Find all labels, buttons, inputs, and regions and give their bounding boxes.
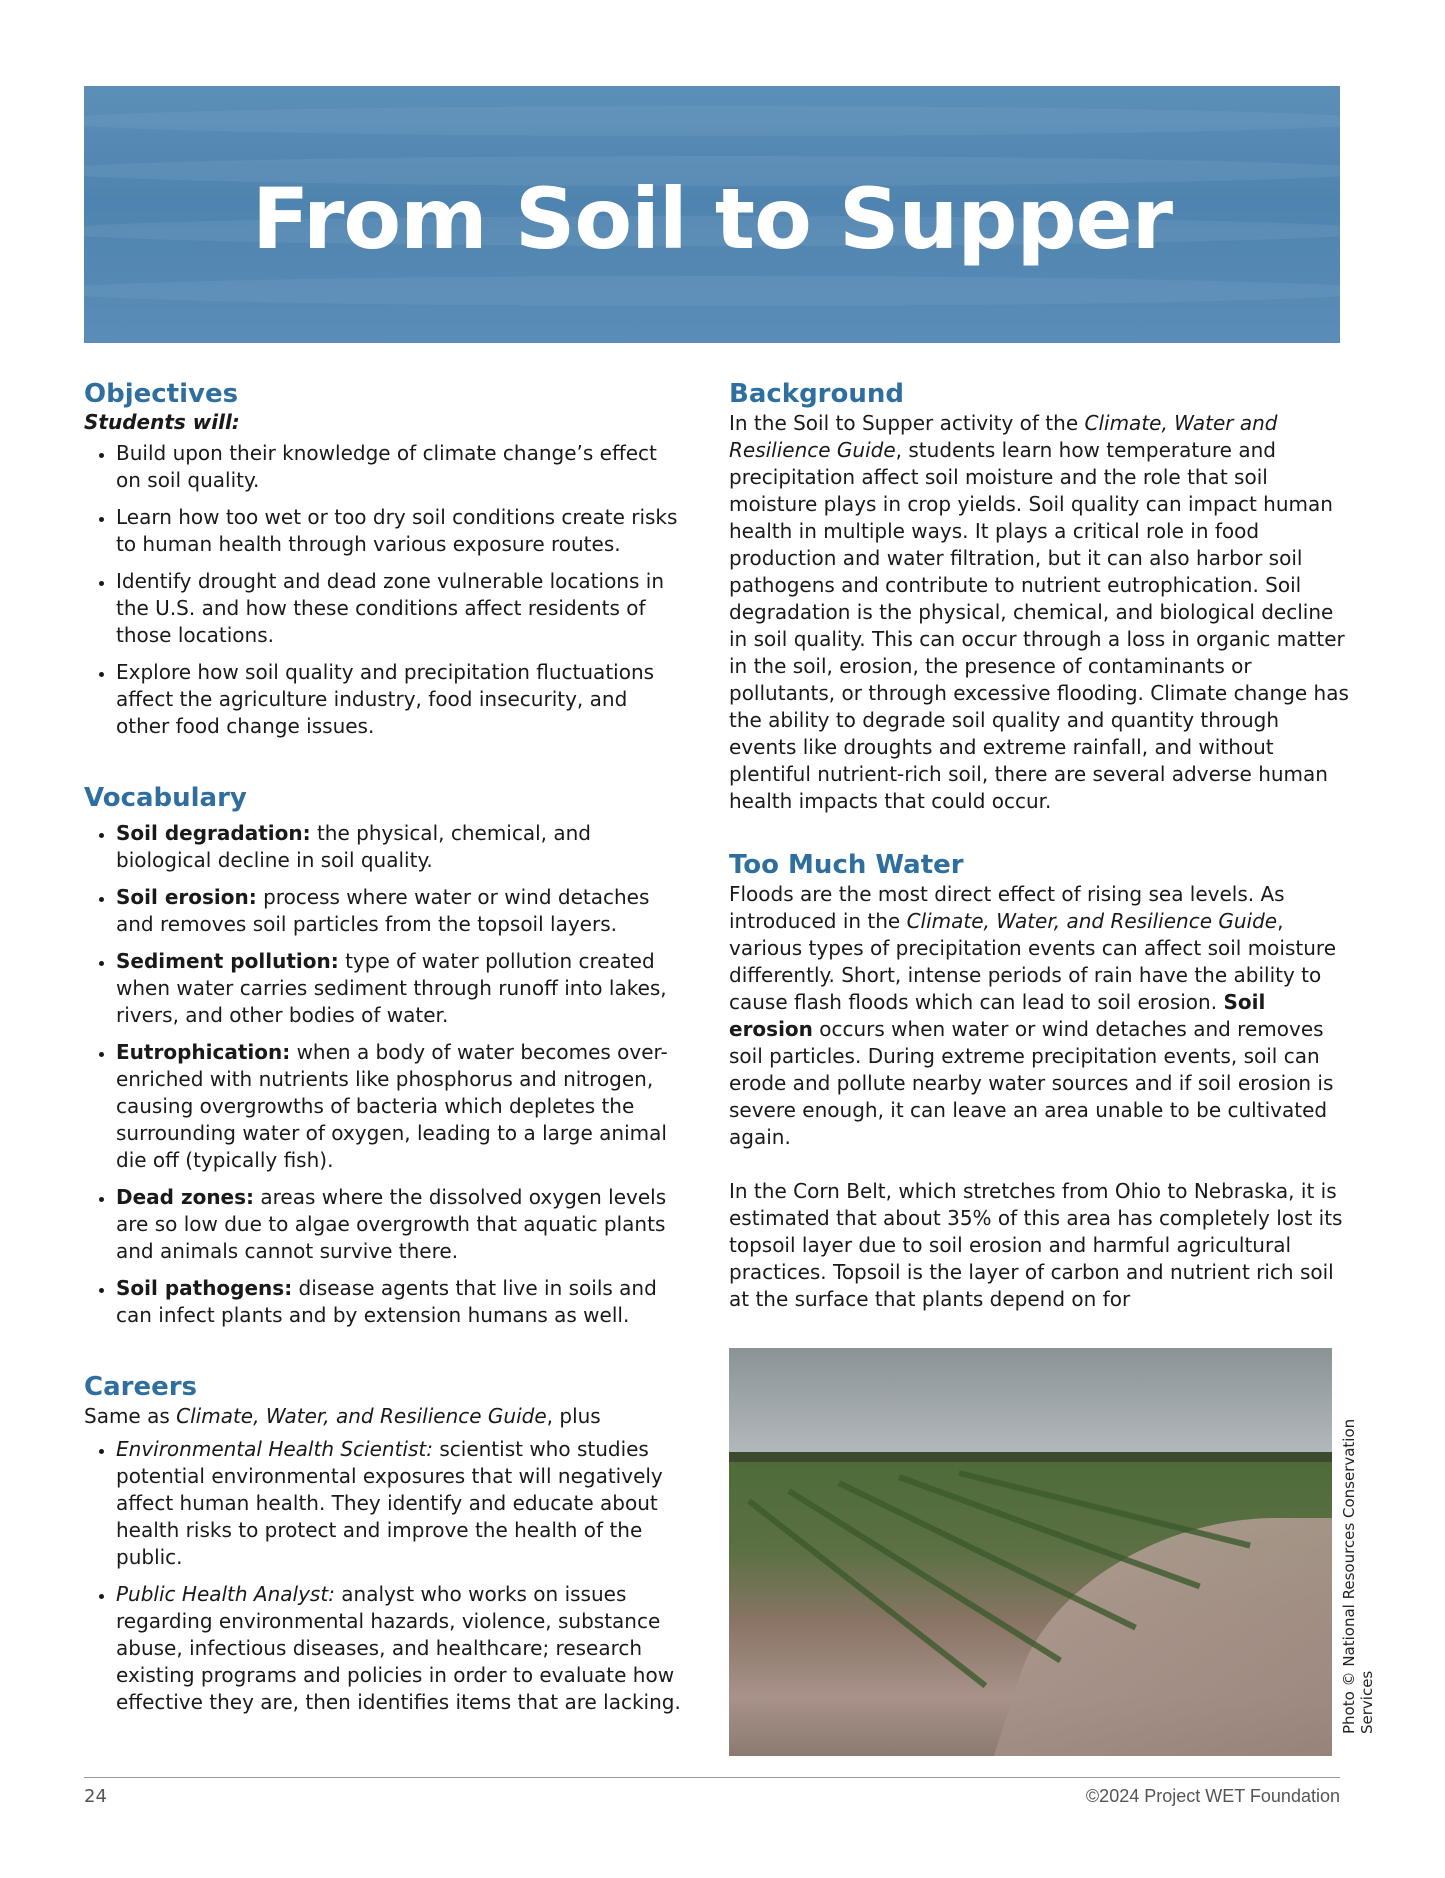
careers-section	[84, 1371, 684, 1716]
careers-intro-guide: Climate, Water, and Resilience Guide	[176, 1404, 547, 1428]
footer-divider	[84, 1777, 1340, 1778]
list-item	[116, 1275, 684, 1329]
vocab-term: Sediment pollution:	[116, 949, 339, 973]
careers-heading: Careers	[84, 1372, 198, 1402]
water-term: Soil erosion	[729, 990, 1266, 1041]
list-item	[116, 1581, 684, 1716]
list-item: • Identify drought and dead zone vulnerable locations in the U.S. and how these conditions affect residents of those locations.	[116, 568, 684, 649]
list-item	[116, 884, 684, 938]
list-item	[116, 1436, 684, 1571]
water-text: occurs when water or wind detaches and removes soil particles. During extreme precipitation events, soil can erode and pollute nearby water sources and if soil erosion is severe enough, it can leave an area unable to be cultivated again.	[729, 1017, 1334, 1149]
page-title: From Soil to Supper	[251, 170, 1172, 268]
vocab-definition: areas where the dissolved oxygen levels are so low due to algae overgrowth that aquatic plants and animals cannot survive there.	[116, 1185, 667, 1263]
too-much-water-section	[729, 849, 1349, 1313]
too-much-water-paragraph	[729, 881, 1349, 1151]
photo-treeline	[729, 1452, 1332, 1462]
objectives-list	[84, 440, 684, 740]
objectives-subheading: Students will:	[84, 410, 240, 434]
career-description: analyst who works on issues regarding environmental hazards, violence, substance abuse, infectious diseases, and healthcare; research existing programs and policies in order to evaluate how effective they are, then identifies items that are lacking.	[116, 1582, 681, 1714]
page-number: 24	[84, 1786, 107, 1807]
career-role: Public Health Analyst:	[116, 1582, 335, 1606]
vocab-term: Soil erosion:	[116, 885, 257, 909]
background-paragraph	[729, 410, 1349, 815]
vocab-definition: process where water or wind detaches and removes soil particles from the topsoil layers.	[116, 885, 650, 936]
water-text: , various types of precipitation events can affect soil moisture differently. Short, intense periods of rain have the ability to cause flash floods which can lead to soil erosion.	[729, 909, 1336, 1014]
careers-intro	[84, 1403, 684, 1430]
vocabulary-heading: Vocabulary	[84, 783, 247, 813]
background-heading: Background	[729, 379, 904, 409]
list-item	[116, 1039, 684, 1174]
list-item: • Build upon their knowledge of climate change’s effect on soil quality.	[116, 440, 684, 494]
vocab-term: Eutrophication:	[116, 1040, 291, 1064]
vocab-definition: when a body of water becomes over-enriched with nutrients like phosphorus and nitrogen, causing overgrowths of bacteria which depletes the surrounding water of oxygen, leading to a large animal die off (typically fish).	[116, 1040, 668, 1172]
career-description: scientist who studies potential environmental exposures that will negatively affect human health. They identify and educate about health risks to protect and improve the health of the public.	[116, 1437, 663, 1569]
flooded-field-photo	[729, 1348, 1332, 1756]
photo-sky	[729, 1348, 1332, 1458]
list-item	[116, 820, 684, 874]
water-guide-title: Climate, Water, and Resilience Guide	[906, 909, 1278, 933]
background-section	[729, 378, 1349, 815]
vocab-definition: type of water pollution created when water carries sediment through runoff into lakes, rivers, and other bodies of water.	[116, 949, 667, 1027]
list-item	[116, 1184, 684, 1265]
vocab-definition: disease agents that live in soils and can infect plants and by extension humans as well.	[116, 1276, 657, 1327]
right-column	[729, 378, 1349, 1313]
background-text: In the Soil to Supper activity of the	[729, 411, 1085, 435]
vocab-term: Soil pathogens:	[116, 1276, 293, 1300]
corn-belt-paragraph: In the Corn Belt, which stretches from Ohio to Nebraska, it is estimated that about 35% of this area has completely lost its topsoil layer due to soil erosion and harmful agricultural practices. Topsoil is the layer of carbon and nutrient rich soil at the surface that plants depend on for	[729, 1179, 1343, 1311]
background-guide-title: Climate, Water and Resilience Guide	[729, 411, 1278, 462]
list-item: • Learn how too wet or too dry soil conditions create risks to human health through various exposure routes.	[116, 504, 684, 558]
too-much-water-heading: Too Much Water	[729, 850, 964, 880]
title-banner	[84, 86, 1340, 343]
objectives-section	[84, 378, 684, 740]
vocabulary-section	[84, 782, 684, 1329]
careers-intro-suffix: , plus	[546, 1404, 601, 1428]
vocab-definition: the physical, chemical, and biological decline in soil quality.	[116, 821, 592, 872]
career-role: Environmental Health Scientist:	[116, 1437, 433, 1461]
vocabulary-list	[84, 820, 684, 1329]
copyright: ©2024 Project WET Foundation	[1085, 1786, 1340, 1806]
vocab-term: Dead zones:	[116, 1185, 255, 1209]
left-column	[84, 378, 684, 1726]
water-text: Floods are the most direct effect of rising sea levels. As introduced in the	[729, 882, 1285, 933]
careers-intro-prefix: Same as	[84, 1404, 177, 1428]
background-text: , students learn how temperature and precipitation affect soil moisture and the role that soil moisture plays in crop yields. Soil quality can impact human health in multiple ways. It plays a critical role in food production and water filtration, but it can also harbor soil pathogens and contribute to nutrient eutrophication. Soil degradation is the physical, chemical, and biological decline in soil quality. This can occur through a loss in organic matter in the soil, erosion, the presence of contaminants or pollutants, or through excessive flooding. Climate change has the ability to degrade soil quality and quantity through events like droughts and extreme rainfall, and without plentiful nutrient-rich soil, there are several adverse human health impacts that could occur.	[729, 438, 1349, 813]
vocab-term: Soil degradation:	[116, 821, 311, 845]
list-item	[116, 948, 684, 1029]
list-item: • Explore how soil quality and precipitation fluctuations affect the agriculture industry, food insecurity, and other food change issues.	[116, 659, 684, 740]
objectives-heading: Objectives	[84, 379, 239, 409]
careers-list	[84, 1436, 684, 1716]
photo-credit: Photo © National Resources Conservation Services	[1340, 1418, 1376, 1734]
